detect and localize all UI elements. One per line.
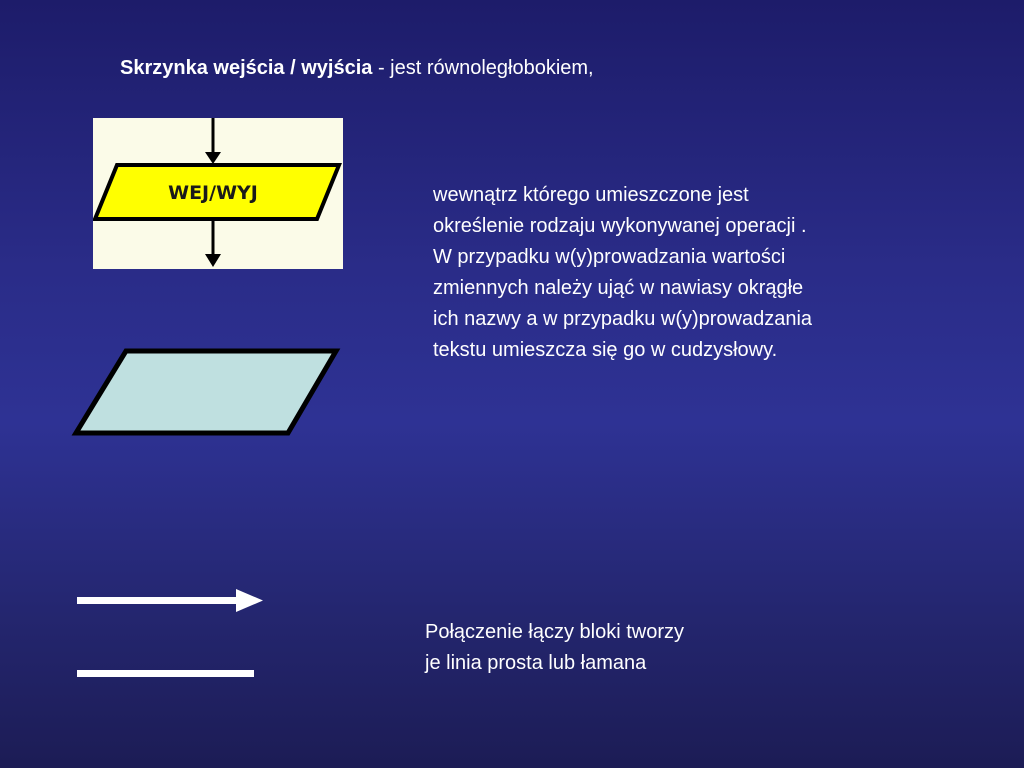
- outgoing-arrow-head: [205, 254, 221, 267]
- slide-title: [120, 54, 594, 82]
- title-bold-text: Skrzynka wejścia / wyjścia: [120, 57, 373, 79]
- connector-arrow-head: [236, 589, 263, 612]
- description-text: [433, 180, 953, 366]
- description-line: tekstu umieszcza się go w cudzysłowy.: [433, 339, 778, 361]
- incoming-arrow-head: [205, 152, 221, 164]
- title-normal-text: - jest równoległobokiem,: [372, 57, 594, 79]
- parallelogram-shape: [70, 346, 345, 438]
- io-block-example-diagram: [93, 118, 343, 269]
- connection-line: Połączenie łączy bloki tworzy: [425, 621, 684, 643]
- io-block-example-image: [93, 118, 343, 269]
- connection-line: je linia prosta lub łamana: [425, 652, 647, 674]
- connector-arrow-line: [77, 597, 237, 604]
- description-line: W przypadku w(y)prowadzania wartości: [433, 246, 786, 268]
- connection-text: [425, 617, 684, 679]
- io-block-label: WEJ/WYJ: [168, 182, 258, 204]
- description-line: wewnątrz którego umieszczone jest: [433, 184, 749, 206]
- description-line: określenie rodzaju wykonywanej operacji .: [433, 215, 807, 237]
- description-line: ich nazwy a w przypadku w(y)prowadzania: [433, 308, 813, 330]
- parallelogram-outline: [76, 351, 336, 433]
- connector-arrow-shape: [76, 588, 266, 616]
- connector-line-shape: [77, 670, 254, 677]
- description-line: zmiennych należy ująć w nawiasy okrągłe: [433, 277, 804, 299]
